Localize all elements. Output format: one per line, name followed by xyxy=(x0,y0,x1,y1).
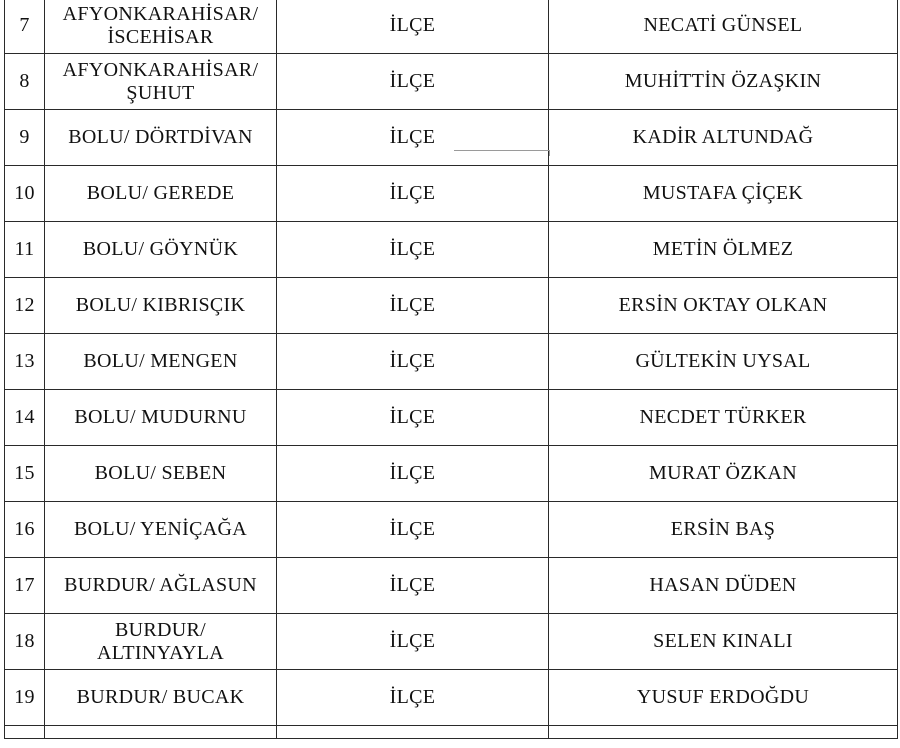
candidate-name: HASAN DÜDEN xyxy=(549,558,898,614)
cell-empty xyxy=(277,726,549,739)
level-cell: İLÇE xyxy=(277,54,549,110)
district-name-continued: ŞUHUT xyxy=(126,81,195,104)
table-row xyxy=(5,670,898,726)
row-number: 11 xyxy=(5,222,45,278)
row-number: 7 xyxy=(5,0,45,54)
district-name: AFYONKARAHİSAR/ xyxy=(62,58,259,81)
candidate-name: YUSUF ERDOĞDU xyxy=(549,670,898,726)
candidate-table xyxy=(4,0,898,739)
level-cell: İLÇE xyxy=(277,670,549,726)
row-number: 16 xyxy=(5,502,45,558)
district-cell xyxy=(45,558,277,614)
candidate-name: NECDET TÜRKER xyxy=(549,390,898,446)
row-number: 10 xyxy=(5,166,45,222)
level-cell: İLÇE xyxy=(277,446,549,502)
table-stub xyxy=(5,726,898,739)
level-cell: İLÇE xyxy=(277,166,549,222)
district-cell xyxy=(45,670,277,726)
district-cell xyxy=(45,0,277,54)
row-number: 19 xyxy=(5,670,45,726)
district-name: BOLU/ DÖRTDİVAN xyxy=(68,126,253,148)
district-name-continued: İSCEHİSAR xyxy=(107,25,214,48)
district-name: AFYONKARAHİSAR/ xyxy=(62,2,259,25)
district-name: BOLU/ GEREDE xyxy=(86,182,235,204)
level-cell: İLÇE xyxy=(277,110,549,166)
district-name: BOLU/ YENİÇAĞA xyxy=(74,518,247,540)
district-cell xyxy=(45,110,277,166)
district-name: BURDUR/ AĞLASUN xyxy=(64,574,257,596)
level-cell: İLÇE xyxy=(277,278,549,334)
district-name: BOLU/ GÖYNÜK xyxy=(82,238,239,260)
district-name: BOLU/ MUDURNU xyxy=(74,406,247,428)
district-cell xyxy=(45,278,277,334)
district-cell xyxy=(45,222,277,278)
district-name: BURDUR/ xyxy=(114,618,206,641)
level-cell: İLÇE xyxy=(277,390,549,446)
table-row-partial xyxy=(5,726,898,739)
row-number: 9 xyxy=(5,110,45,166)
candidate-name: ERSİN BAŞ xyxy=(549,502,898,558)
candidate-name: GÜLTEKİN UYSAL xyxy=(549,334,898,390)
candidate-name: ERSİN OKTAY OLKAN xyxy=(549,278,898,334)
level-cell: İLÇE xyxy=(277,558,549,614)
candidate-name: MURAT ÖZKAN xyxy=(549,446,898,502)
candidate-name: METİN ÖLMEZ xyxy=(549,222,898,278)
level-cell: İLÇE xyxy=(277,222,549,278)
level-cell: İLÇE xyxy=(277,614,549,670)
district-cell xyxy=(45,390,277,446)
row-number: 12 xyxy=(5,278,45,334)
table-row xyxy=(5,54,898,110)
row-number: 15 xyxy=(5,446,45,502)
table-row xyxy=(5,278,898,334)
table-row xyxy=(5,166,898,222)
cell-empty xyxy=(5,726,45,739)
row-number: 13 xyxy=(5,334,45,390)
cell-empty xyxy=(549,726,898,739)
district-name-continued: ALTINYAYLA xyxy=(96,641,225,664)
table-row xyxy=(5,614,898,670)
row-number: 8 xyxy=(5,54,45,110)
district-cell xyxy=(45,446,277,502)
candidate-name: SELEN KINALI xyxy=(549,614,898,670)
district-cell xyxy=(45,54,277,110)
candidate-name: MUHİTTİN ÖZAŞKIN xyxy=(549,54,898,110)
table-row xyxy=(5,0,898,54)
table-row xyxy=(5,110,898,166)
district-name: BOLU/ MENGEN xyxy=(83,350,238,372)
table-row xyxy=(5,222,898,278)
table-body xyxy=(5,0,898,726)
district-cell xyxy=(45,334,277,390)
table-row xyxy=(5,334,898,390)
district-cell xyxy=(45,502,277,558)
district-cell xyxy=(45,166,277,222)
table-row xyxy=(5,502,898,558)
level-cell: İLÇE xyxy=(277,0,549,54)
scan-artifact-line xyxy=(454,150,550,156)
district-name: BOLU/ SEBEN xyxy=(94,462,227,484)
row-number: 18 xyxy=(5,614,45,670)
candidate-name: KADİR ALTUNDAĞ xyxy=(549,110,898,166)
row-number: 17 xyxy=(5,558,45,614)
cell-empty xyxy=(45,726,277,739)
district-cell xyxy=(45,614,277,670)
table-row xyxy=(5,558,898,614)
level-cell: İLÇE xyxy=(277,334,549,390)
row-number: 14 xyxy=(5,390,45,446)
table-row xyxy=(5,446,898,502)
candidate-name: NECATİ GÜNSEL xyxy=(549,0,898,54)
candidate-name: MUSTAFA ÇİÇEK xyxy=(549,166,898,222)
district-name: BOLU/ KIBRISÇIK xyxy=(75,294,246,316)
level-cell: İLÇE xyxy=(277,502,549,558)
table-row xyxy=(5,390,898,446)
district-name: BURDUR/ BUCAK xyxy=(76,686,245,708)
